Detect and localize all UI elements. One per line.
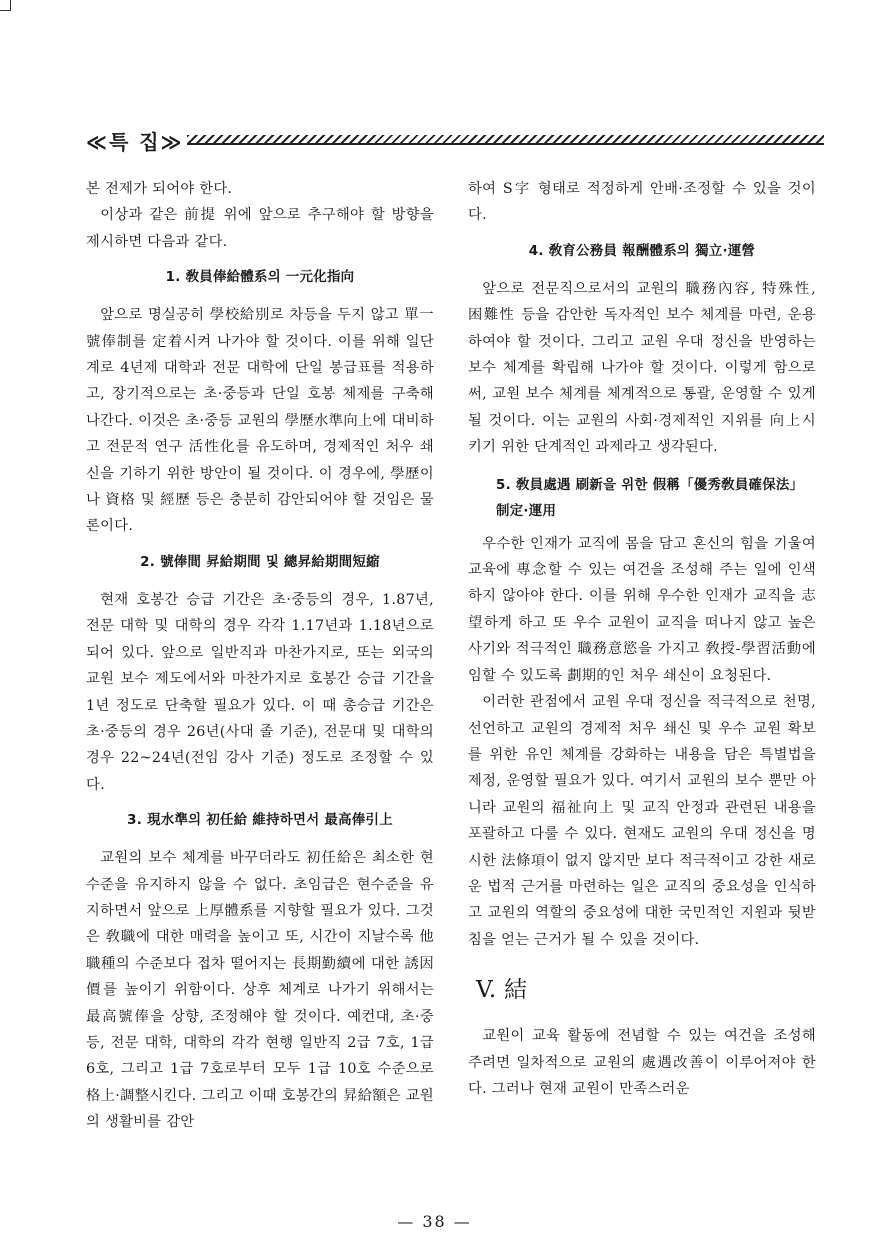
subheading-1: 1. 敎員俸給體系의 一元化指向 [165, 270, 355, 286]
header-rule [187, 135, 824, 145]
paragraph: 현재 호봉간 승급 기간은 초·중등의 경우, 1.87년, 전문 대학 및 대학의 경우 각각 1.17년과 1.18년으로 되어 있다. 앞으로 일반직과 마찬가지로, 또는 외국의 교원 보수 제도에서와 마찬가지로 호봉간 승급 기간을 1년 정도로 단축할 필요가 있다. 이 때 총승급 기간은 초·중등의 경우 26년(사대 졸 기준), 전문대 및 대학의 경우 22~24년(전임 강사 기준) 정도로 조정할 수 있다. [86, 591, 434, 793]
subheading-4: 4. 敎育公務員 報酬體系의 獨立·運營 [528, 243, 756, 259]
subheading-3: 3. 現水準의 初任給 維持하면서 最高俸引上 [127, 813, 393, 829]
paragraph: 이상과 같은 前提 위에 앞으로 추구해야 할 방향을 제시하면 다음과 같다. [86, 207, 434, 250]
section-title: V. 結 [476, 977, 528, 1004]
paragraph: 교원의 보수 체계를 바꾸더라도 初任給은 최소한 현수준을 유지하지 않을 수 없다. 초임급은 현수준을 유지하면서 앞으로 上厚體系를 지향할 필요가 있다. 그것은 敎職에 대한 매력을 높이고 또, 시간이 지날수록 他職種의 수준보다 접차 떨어지는 長期勤續에 대한 誘因價를 높이기 위함이다. 상후 체계로 나가기 위해서는 最高號俸을 상향, 조정해야 할 것이다. 예컨대, 초·중등, 전문 대학, 대학의 각각 현행 일반직 2급 7호, 1급 6호, 그리고 1급 7호로부터 모두 1급 10호 수준으로 格上·調整시킨다. 그리고 이때 호봉간의 昇給額은 교원의 생활비를 감안 [86, 850, 434, 1131]
header-label: ≪특 집≫ [86, 129, 184, 154]
right-column [468, 176, 816, 1102]
paragraph: 하여 S字 형태로 적정하게 안배·조정할 수 있을 것이다. [468, 181, 816, 224]
paragraph: 우수한 인재가 교직에 몸을 담고 혼신의 힘을 기울여 교육에 專念할 수 있는 여건을 조성해 주는 일에 인색하지 않아야 한다. 이를 위해 우수한 인재가 교직을 志望하게 하고 또 우수 교원이 교직을 떠나지 않고 높은 사기와 적극적인 職務意慾을 가지고 敎授-學習活動에 임할 수 있도록 劃期的인 처우 쇄신이 요청된다. [468, 535, 816, 684]
paragraph: 교원이 교육 활동에 전념할 수 있는 여건을 조성해 주려면 일차적으로 교원의 處遇改善이 이루어져야 한다. 그러나 현재 교원이 만족스러운 [468, 1028, 816, 1097]
subheading-2: 2. 號俸間 昇給期間 및 總昇給期間短縮 [140, 554, 380, 570]
paragraph: 앞으로 전문직으로서의 교원의 職務內容, 特殊性, 困難性 등을 감안한 독자적인 보수 체계를 마련, 운용하여야 할 것이다. 그리고 교원 우대 정신을 반영하는 보수 체계를 확립해 나가야 할 것이다. 이렇게 함으로써, 교원 보수 체계를 체계적으로 통괄, 운영할 수 있게 될 것이다. 이는 교원의 사회·경제적인 지위를 向上시키기 위한 단계적인 과제라고 생각된다. [468, 280, 816, 456]
subheading-5: 5. 敎員處遇 刷新을 위한 假稱「優秀敎員確保法」制定·運用 [496, 477, 804, 519]
crop-mark [0, 0, 11, 11]
page-number: — 38 — [397, 1212, 472, 1231]
left-column [86, 176, 434, 1136]
paragraph: 이러한 관점에서 교원 우대 정신을 적극적으로 천명, 선언하고 교원의 경제적 처우 쇄신 및 우수 교원 확보를 위한 유인 체계를 강화하는 내용을 담은 특별법을 제정, 운영할 필요가 있다. 여기서 교원의 보수 뿐만 아니라 교원의 福祉向上 및 교직 안정과 관련된 내용을 포괄하고 다룰 수 있다. 현재도 교원의 우대 정신을 명시한 法條項이 없지 않지만 보다 적극적이고 강한 새로운 법적 근거를 마련하는 일은 교직의 중요성을 인식하고 교원의 역할의 중요성에 대한 국민적인 지원과 뒷받침을 얻는 근거가 될 수 있을 것이다. [468, 694, 816, 948]
section-header [86, 124, 824, 156]
paragraph: 본 전제가 되어야 한다. [86, 181, 233, 197]
paragraph: 앞으로 명실공히 學校給別로 차등을 두지 않고 單一號俸制를 定着시켜 나가야 할 것이다. 이를 위해 일단계로 4년제 대학과 전문 대학에 단일 봉급표를 적용하고, 장기적으로는 초·중등과 단일 호봉 체제를 구축해 나간다. 이것은 초·중등 교원의 學歷水準向上에 대비하고 전문적 연구 活性化를 유도하며, 경제적인 처우 쇄신을 기하기 위한 방안이 될 것이다. 이 경우에, 學歷이나 資格 및 經歷 등은 충분히 감안되어야 할 것임은 물론이다. [86, 307, 434, 535]
